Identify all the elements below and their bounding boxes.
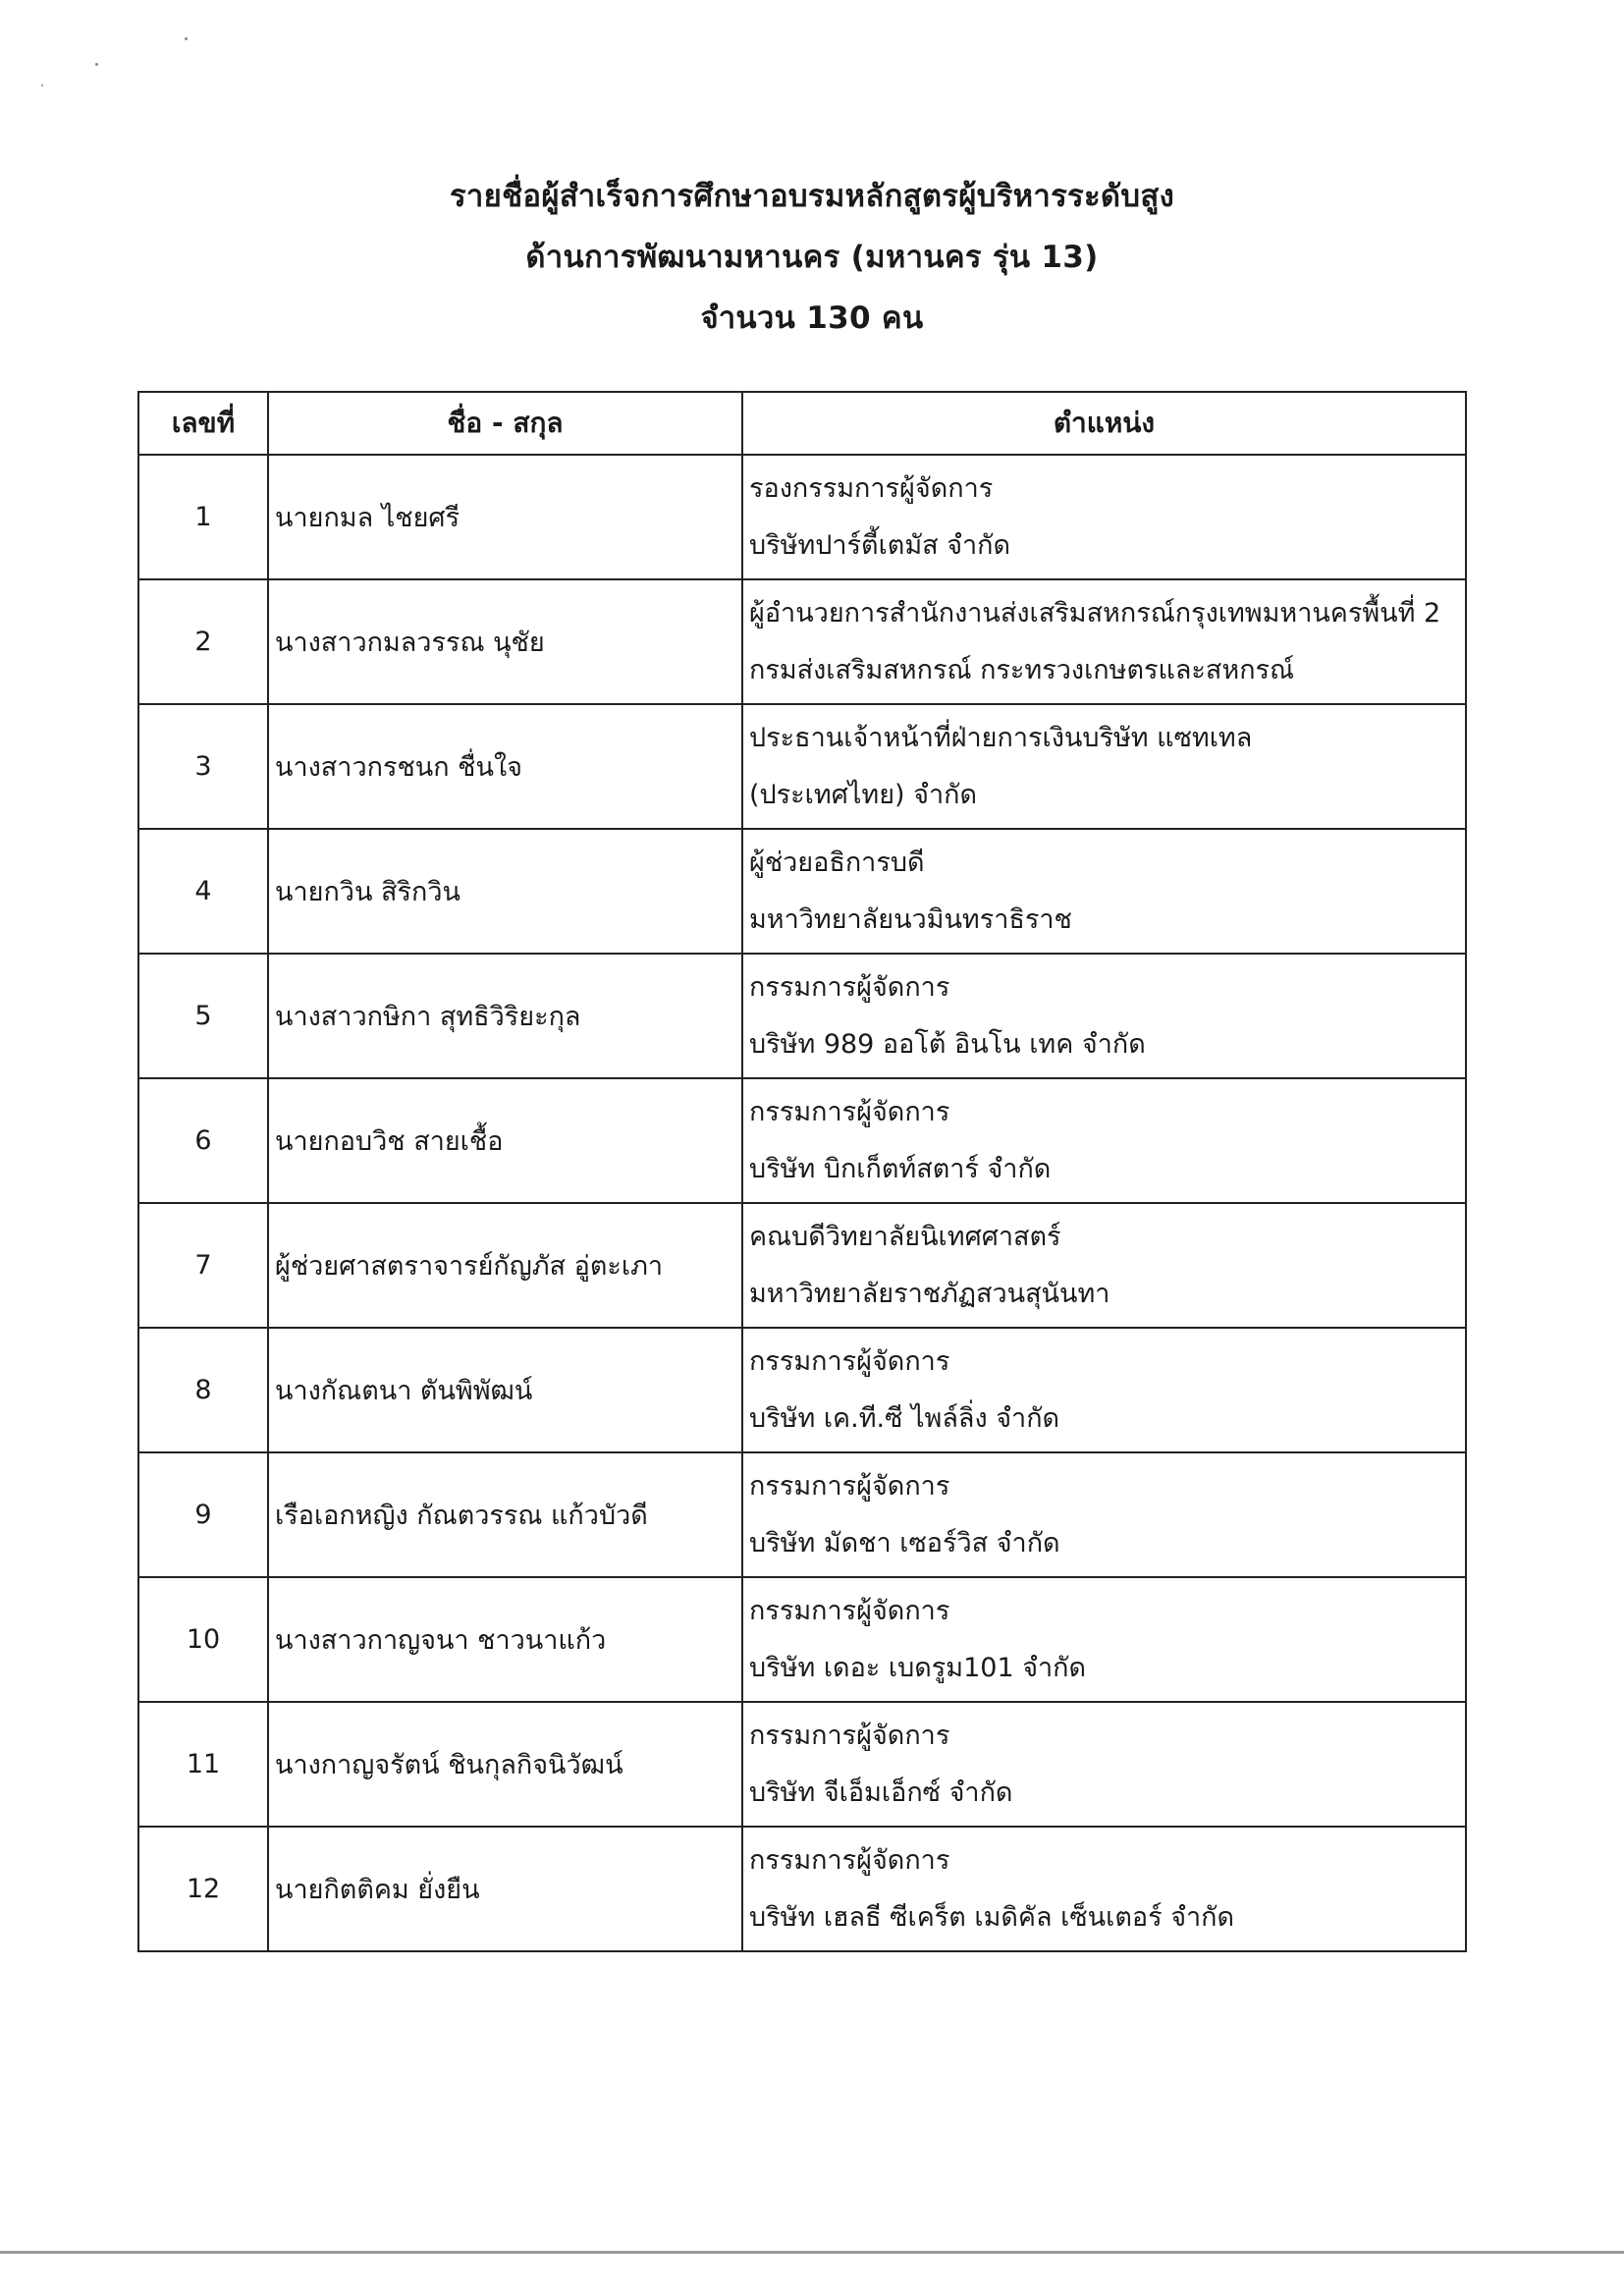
table-row <box>138 704 1466 829</box>
row-number: 9 <box>138 1452 268 1577</box>
position-organization: บริษัท เค.ที.ซี ไพล์ลิ่ง จำกัด <box>749 1402 1060 1434</box>
header-number: เลขที่ <box>138 392 268 455</box>
header-name: ชื่อ - สกุล <box>268 392 742 455</box>
row-number: 3 <box>138 704 268 829</box>
table-row <box>138 1827 1466 1951</box>
row-name: นางสาวกาญจนา ชาวนาแก้ว <box>268 1577 742 1702</box>
row-number: 10 <box>138 1577 268 1702</box>
table-row <box>138 579 1466 704</box>
row-number: 12 <box>138 1827 268 1951</box>
table-row <box>138 455 1466 579</box>
row-number: 8 <box>138 1328 268 1452</box>
position-organization: บริษัท เดอะ เบดรูม101 จำกัด <box>749 1652 1087 1683</box>
row-number: 2 <box>138 579 268 704</box>
position-title: กรรมการผู้จัดการ <box>749 1844 950 1876</box>
position-title: กรรมการผู้จัดการ <box>749 1720 950 1751</box>
position-title: กรรมการผู้จัดการ <box>749 1096 950 1127</box>
row-position <box>742 829 1466 954</box>
position-title: ประธานเจ้าหน้าที่ฝ่ายการเงินบริษัท แซทเทล <box>749 722 1253 753</box>
position-organization: มหาวิทยาลัยนวมินทราธิราช <box>749 903 1072 935</box>
row-number: 6 <box>138 1078 268 1203</box>
table-row <box>138 1203 1466 1328</box>
row-name: นายกมล ไชยศรี <box>268 455 742 579</box>
scan-speck <box>185 37 188 40</box>
position-organization: บริษัท จีเอ็มเอ็กซ์ จำกัด <box>749 1777 1013 1808</box>
position-title: รองกรรมการผู้จัดการ <box>749 472 994 504</box>
header-position: ตำแหน่ง <box>742 392 1466 455</box>
row-position <box>742 579 1466 704</box>
row-name: นายกิตติคม ยั่งยืน <box>268 1827 742 1951</box>
position-title: กรรมการผู้จัดการ <box>749 1470 950 1502</box>
position-title: กรรมการผู้จัดการ <box>749 971 950 1003</box>
position-title: คณบดีวิทยาลัยนิเทศศาสตร์ <box>749 1221 1061 1252</box>
table-row <box>138 1702 1466 1827</box>
row-name: นางกาญจรัตน์ ชินกุลกิจนิวัฒน์ <box>268 1702 742 1827</box>
table-row <box>138 1577 1466 1702</box>
row-name: เรือเอกหญิง กัณตวรรณ แก้วบัวดี <box>268 1452 742 1577</box>
position-organization: กรมส่งเสริมสหกรณ์ กระทรวงเกษตรและสหกรณ์ <box>749 654 1295 685</box>
row-name: นางสาวกรชนก ชื่นใจ <box>268 704 742 829</box>
position-organization: บริษัท มัดชา เซอร์วิส จำกัด <box>749 1527 1060 1558</box>
position-title: กรรมการผู้จัดการ <box>749 1595 950 1626</box>
title-line-1: รายชื่อผู้สำเร็จการศึกษาอบรมหลักสูตรผู้บริหารระดับสูง <box>449 179 1175 214</box>
table-row <box>138 1078 1466 1203</box>
row-position <box>742 704 1466 829</box>
position-title: ผู้อำนวยการสำนักงานส่งเสริมสหกรณ์กรุงเทพมหานครพื้นที่ 2 <box>749 597 1441 629</box>
row-number: 1 <box>138 455 268 579</box>
table-row <box>138 1328 1466 1452</box>
title-line-3: จำนวน 130 คน <box>700 301 924 336</box>
row-name: นางสาวกษิกา สุทธิวิริยะกุล <box>268 954 742 1078</box>
position-organization: มหาวิทยาลัยราชภัฏสวนสุนันทา <box>749 1278 1110 1309</box>
document-title <box>0 177 1624 359</box>
scan-speck <box>41 84 43 86</box>
row-number: 5 <box>138 954 268 1078</box>
row-number: 11 <box>138 1702 268 1827</box>
position-organization: บริษัท เฮลธี ซีเคร็ต เมดิคัล เซ็นเตอร์ จำกัด <box>749 1901 1235 1933</box>
position-organization: บริษัท บิกเก็ตท์สตาร์ จำกัด <box>749 1153 1052 1184</box>
table-row <box>138 1452 1466 1577</box>
scan-speck <box>95 63 98 66</box>
roster-table <box>137 391 1467 1952</box>
row-number: 4 <box>138 829 268 954</box>
row-name: นายกอบวิช สายเชื้อ <box>268 1078 742 1203</box>
row-position <box>742 1702 1466 1827</box>
row-position <box>742 455 1466 579</box>
row-number: 7 <box>138 1203 268 1328</box>
row-name: ผู้ช่วยศาสตราจารย์กัญภัส อู่ตะเภา <box>268 1203 742 1328</box>
row-name: นางกัณตนา ตันพิพัฒน์ <box>268 1328 742 1452</box>
row-position <box>742 1203 1466 1328</box>
position-title: ผู้ช่วยอธิการบดี <box>749 847 925 878</box>
position-organization: (ประเทศไทย) จำกัด <box>749 779 978 810</box>
row-position <box>742 1452 1466 1577</box>
table-row <box>138 954 1466 1078</box>
title-line-2: ด้านการพัฒนามหานคร (มหานคร รุ่น 13) <box>525 240 1099 275</box>
row-position <box>742 1078 1466 1203</box>
position-organization: บริษัทปาร์ตี้เตมัส จำกัด <box>749 529 1011 561</box>
table-row <box>138 829 1466 954</box>
table-header-row <box>138 392 1466 455</box>
row-position <box>742 954 1466 1078</box>
row-position <box>742 1328 1466 1452</box>
row-position <box>742 1577 1466 1702</box>
scan-edge-line <box>0 2251 1624 2254</box>
position-title: กรรมการผู้จัดการ <box>749 1345 950 1377</box>
row-name: นายกวิน สิริกวิน <box>268 829 742 954</box>
row-position <box>742 1827 1466 1951</box>
position-organization: บริษัท 989 ออโต้ อินโน เทค จำกัด <box>749 1028 1146 1060</box>
row-name: นางสาวกมลวรรณ นุชัย <box>268 579 742 704</box>
